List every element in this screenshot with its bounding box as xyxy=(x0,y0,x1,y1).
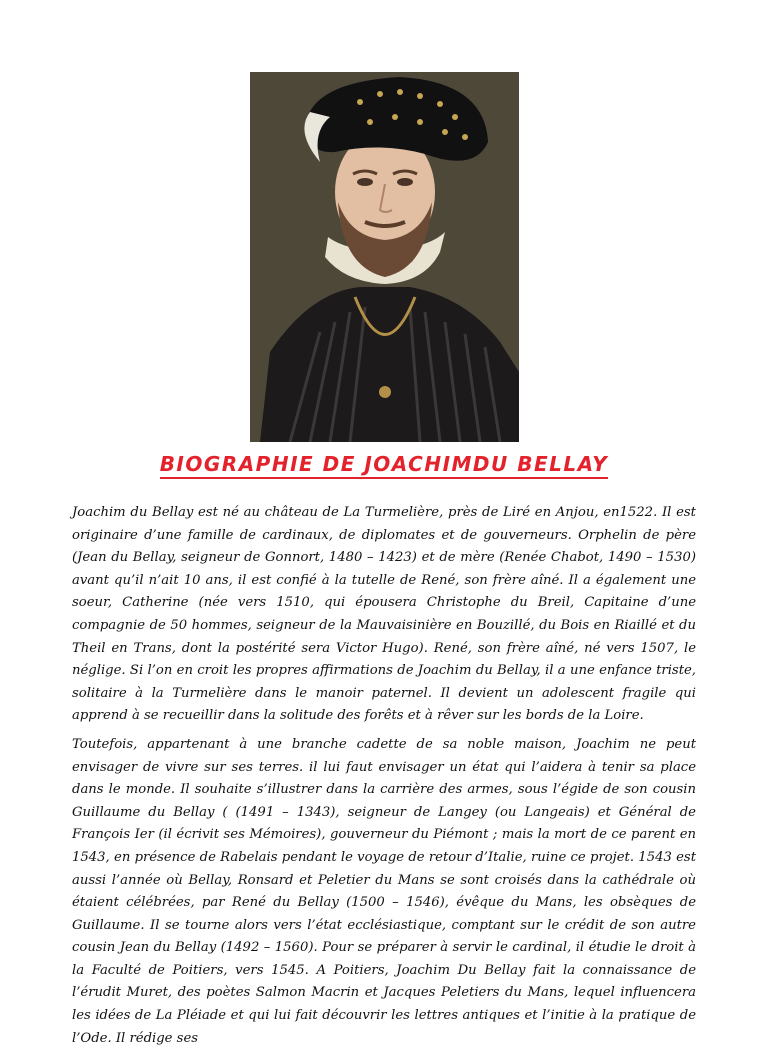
portrait-image xyxy=(250,72,519,442)
portrait-illustration xyxy=(250,72,519,442)
biography-text xyxy=(72,502,696,1056)
page-title xyxy=(0,452,768,476)
paragraph-2: Toutefois, appartenant à une branche cadette de sa noble maison, Joachim ne peut envisager de vivre sur ses terres. il lui faut envisager un état qui l’aidera à tenir sa place dans le monde. Il souhaite s’illustrer dans la carrière des armes, sous l’égide de son cousin Guillaume du Bellay ( (1491 – 1343), seigneur de Langey (ou Langeais) et Général de François Ier (il écrivit ses Mémoires), gouverneur du Piémont ; mais la mort de ce parent en 1543, en présence de Rabelais pendant le voyage de retour d’Italie, ruine ce projet. 1543 est aussi l’année où Bellay, Ronsard et Peletier du Mans se sont croisés dans la cathédrale où étaient célébrées, par René du Bellay (1500 – 1546), évêque du Mans, les obsèques de Guillaume. Il se tourne alors vers l’état ecclésiastique, comptant sur le crédit de son autre cousin Jean du Bellay (1492 – 1560). Pour se préparer à servir le cardinal, il étudie le droit à la Faculté de Poitiers, vers 1545. A Poitiers, Joachim Du Bellay fait la connaissance de l’érudit Muret, des poètes Salmon Macrin et Jacques Peletiers du Mans, lequel influencera les idées de La Pléiade et qui lui fait découvrir les lettres antiques et l’initie à la pratique de l’Ode. Il rédige ses xyxy=(72,736,696,1046)
paragraph-1: Joachim du Bellay est né au château de La Turmelière, près de Liré en Anjou, en1522. Il est originaire d’une famille de cardinaux, de diplomates et de gouverneurs. Orphelin de père (Jean du Bellay, seigneur de Gonnort, 1480 – 1423) et de mère (Renée Chabot, 1490 – 1530) avant qu’il n’ait 10 ans, il est confié à la tutelle de René, son frère aîné. Il a également une soeur, Catherine (née vers 1510, qui épousera Christophe du Breil, Capitaine d’une compagnie de 50 hommes, seigneur de la Mauvaisinière en Bouzillé, du Bois en Riaillé et du Theil en Trans, dont la postérité sera Victor Hugo). René, son frère aîné, né vers 1507, le néglige. Si l’on en croit les propres affirmations de Joachim du Bellay, il a une enfance triste, solitaire à la Turmelière dans le manoir paternel. Il devient un adolescent fragile qui apprend à se recueillir dans la solitude des forêts et à rêver sur les bords de la Loire. xyxy=(72,505,696,724)
page-title-text: BIOGRAPHIE DE JOACHIMDU BELLAY xyxy=(160,452,609,479)
